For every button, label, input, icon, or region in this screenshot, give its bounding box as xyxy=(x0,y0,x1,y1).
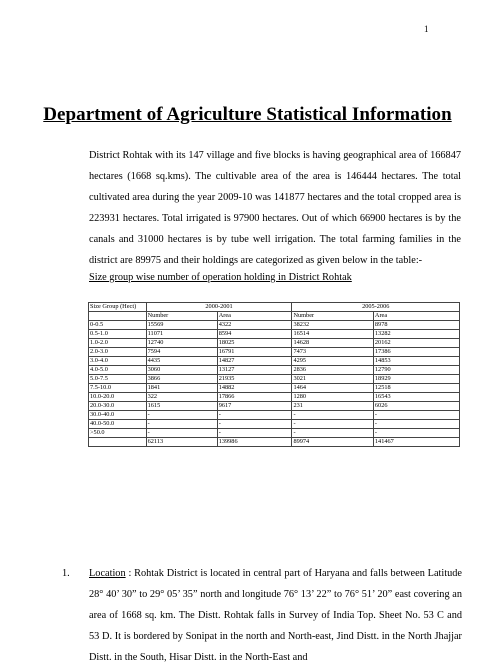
table-cell: 14827 xyxy=(217,357,292,366)
table-row xyxy=(89,429,460,438)
table-cell: 8594 xyxy=(217,330,292,339)
table-cell: 9617 xyxy=(217,402,292,411)
table-cell: 2836 xyxy=(292,366,373,375)
table-cell: 0-0.5 xyxy=(89,321,147,330)
table-cell: 12740 xyxy=(146,339,217,348)
table-cell: 3021 xyxy=(292,375,373,384)
table-cell: 1841 xyxy=(146,384,217,393)
table-row xyxy=(89,330,460,339)
subheader-number-2000: Number xyxy=(146,312,217,321)
table-cell: 89974 xyxy=(292,438,373,447)
table-row xyxy=(89,384,460,393)
table-cell: 7594 xyxy=(146,348,217,357)
year-header-2000: 2000-2001 xyxy=(146,303,292,312)
table-cell: 5.0-7.5 xyxy=(89,375,147,384)
table-cell: 12518 xyxy=(373,384,459,393)
table-cell: 16791 xyxy=(217,348,292,357)
page-number: 1 xyxy=(424,24,429,34)
table-cell: 8978 xyxy=(373,321,459,330)
table-cell: 18929 xyxy=(373,375,459,384)
table-cell: - xyxy=(217,411,292,420)
table-cell: 12790 xyxy=(373,366,459,375)
table-cell: 30.0-40.0 xyxy=(89,411,147,420)
table-cell: 1280 xyxy=(292,393,373,402)
table-row xyxy=(89,411,460,420)
table-cell: 139986 xyxy=(217,438,292,447)
table-cell: 3866 xyxy=(146,375,217,384)
table-subheader-row xyxy=(89,312,460,321)
table-cell: 231 xyxy=(292,402,373,411)
table-cell: - xyxy=(292,429,373,438)
table-cell: 18025 xyxy=(217,339,292,348)
table-cell: 3060 xyxy=(146,366,217,375)
table-cell: 4435 xyxy=(146,357,217,366)
table-row xyxy=(89,321,460,330)
table-row xyxy=(89,339,460,348)
table-cell: 21935 xyxy=(217,375,292,384)
item-number: 1. xyxy=(62,568,70,579)
table-cell: - xyxy=(217,429,292,438)
table-cell: 7473 xyxy=(292,348,373,357)
table-cell: 141467 xyxy=(373,438,459,447)
table-cell: 13127 xyxy=(217,366,292,375)
table-cell: 6026 xyxy=(373,402,459,411)
table-header-row xyxy=(89,303,460,312)
page-title: Department of Agriculture Statistical Information xyxy=(43,104,452,125)
table-cell: 20162 xyxy=(373,339,459,348)
table-cell: - xyxy=(292,420,373,429)
table-cell: - xyxy=(292,411,373,420)
location-item xyxy=(62,563,462,668)
location-description: : Rohtak District is located in central part of Haryana and falls between Latitude 28° 40’ 30” to 29° 05’ 35” north and longitude 76° 13’ 22” to 76° 51’ 20” east covering an area of 1668 sq. km. The Distt. Rohtak falls in Survey of India Top. Sheet No. 53 C and 53 D. It is bordered by Sonipat in the north and North-east, Jind Distt. in the North Jhajjar Distt. in the South, Hisar Distt. in the North-East and xyxy=(89,568,462,663)
table-cell: 17386 xyxy=(373,348,459,357)
table-caption: Size group wise number of operation holding in District Rohtak xyxy=(89,272,352,283)
table-row xyxy=(89,366,460,375)
table-cell: - xyxy=(373,411,459,420)
table-cell: 40.0-50.0 xyxy=(89,420,147,429)
table-cell: 15569 xyxy=(146,321,217,330)
subheader-number-2005: Number xyxy=(292,312,373,321)
table-cell: - xyxy=(217,420,292,429)
table-cell xyxy=(89,312,147,321)
year-header-2005: 2005-2006 xyxy=(292,303,460,312)
table-cell: - xyxy=(373,429,459,438)
table-cell: 1.0-2.0 xyxy=(89,339,147,348)
table-cell: 14853 xyxy=(373,357,459,366)
table-cell: - xyxy=(146,420,217,429)
table-cell: 0.5-1.0 xyxy=(89,330,147,339)
table-cell: - xyxy=(146,411,217,420)
table-row xyxy=(89,348,460,357)
intro-paragraph: District Rohtak with its 147 village and five blocks is having geographical area of 166847 hectares (1668 sq.kms). The cultivable area of the area is 146444 hectares. The total cultivated area during the year 2009-10 was 141877 hectares and the total cropped area is 223931 hectares. Total irrigated is 97900 hectares. Out of which 66900 hectares is by the canals and 31000 hectares is by tube well irrigation. The total farming families in the district are 89975 and their holdings are categorized as given below in the table:- xyxy=(89,150,461,266)
table-cell: 13282 xyxy=(373,330,459,339)
table-cell: 16543 xyxy=(373,393,459,402)
table-row xyxy=(89,402,460,411)
table-cell: 4.0-5.0 xyxy=(89,366,147,375)
table-cell: - xyxy=(373,420,459,429)
table-cell: 2.0-3.0 xyxy=(89,348,147,357)
table-cell: 10.0-20.0 xyxy=(89,393,147,402)
table-cell: 16514 xyxy=(292,330,373,339)
table-row xyxy=(89,357,460,366)
subheader-area-2000: Area xyxy=(217,312,292,321)
table-cell: 4295 xyxy=(292,357,373,366)
table-cell: 38232 xyxy=(292,321,373,330)
table-cell: 1615 xyxy=(146,402,217,411)
table-row xyxy=(89,420,460,429)
table-cell: 62113 xyxy=(146,438,217,447)
table-cell: >50.0 xyxy=(89,429,147,438)
table-cell: 3.0-4.0 xyxy=(89,357,147,366)
table-cell: 7.5-10.0 xyxy=(89,384,147,393)
table-cell: 322 xyxy=(146,393,217,402)
holdings-table xyxy=(88,302,460,447)
table-row xyxy=(89,375,460,384)
table-cell: 14882 xyxy=(217,384,292,393)
table-cell: 1464 xyxy=(292,384,373,393)
size-group-header: Size Group (Hect) xyxy=(89,303,147,312)
table-total-row xyxy=(89,438,460,447)
table-cell: - xyxy=(146,429,217,438)
subheader-area-2005: Area xyxy=(373,312,459,321)
location-text xyxy=(89,563,462,668)
table-cell: 4322 xyxy=(217,321,292,330)
table-cell xyxy=(89,438,147,447)
table-cell: 20.0-30.0 xyxy=(89,402,147,411)
table-row xyxy=(89,393,460,402)
table-cell: 11071 xyxy=(146,330,217,339)
location-label: Location xyxy=(89,568,126,579)
table-cell: 17866 xyxy=(217,393,292,402)
table-cell: 14628 xyxy=(292,339,373,348)
